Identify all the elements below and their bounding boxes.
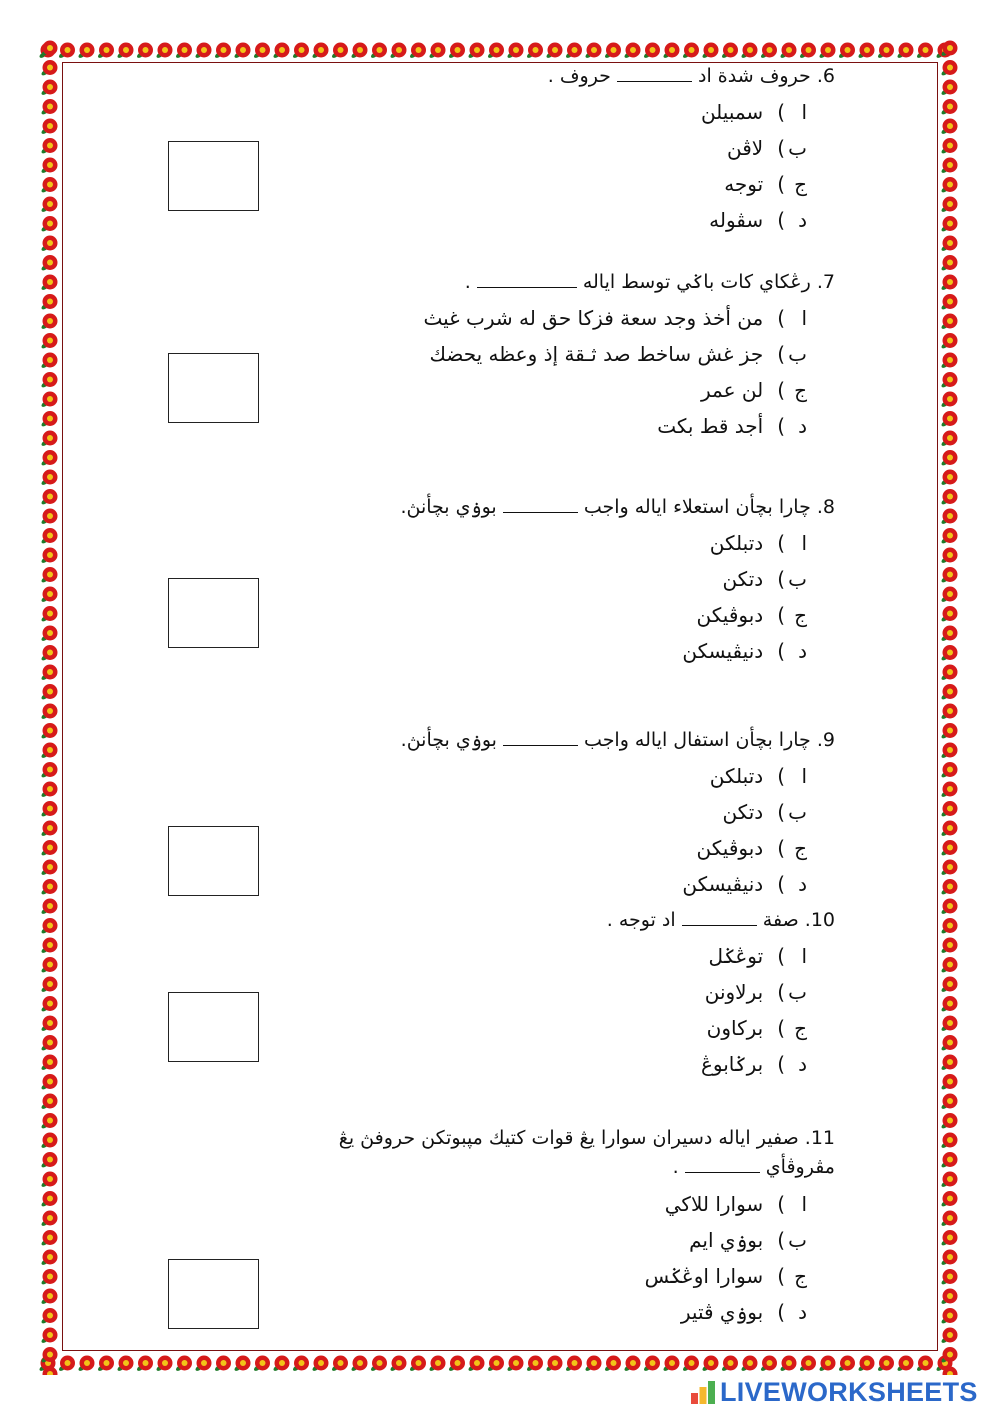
flower-ornament bbox=[97, 43, 114, 60]
flower-ornament bbox=[940, 1133, 957, 1150]
flower-ornament bbox=[940, 41, 957, 58]
flower-ornament bbox=[940, 1055, 957, 1072]
flower-ornament bbox=[40, 119, 57, 136]
flower-ornament bbox=[155, 43, 172, 60]
option-b: ب)برلاونن bbox=[704, 980, 807, 1004]
flower-ornament bbox=[40, 1016, 57, 1033]
flower-ornament bbox=[940, 918, 957, 935]
flower-ornament bbox=[40, 606, 57, 623]
option-c: ج)لن عمر bbox=[700, 378, 807, 402]
flower-ornament bbox=[940, 860, 957, 877]
flower-ornament bbox=[40, 411, 57, 428]
flower-ornament bbox=[940, 1016, 957, 1033]
flower-border-bottom bbox=[38, 1351, 962, 1375]
flower-ornament bbox=[409, 1356, 426, 1373]
flower-ornament bbox=[389, 1356, 406, 1373]
flower-ornament bbox=[721, 43, 738, 60]
question-stem: 9. چارا بچأن استفال اياله واجب بوۏي بچأنڽ. bbox=[400, 729, 835, 751]
flower-ornament bbox=[940, 158, 957, 175]
flower-ornament bbox=[253, 1356, 270, 1373]
flower-ornament bbox=[331, 43, 348, 60]
option-list bbox=[424, 300, 836, 444]
flower-ornament bbox=[40, 275, 57, 292]
flower-ornament bbox=[545, 43, 562, 60]
flower-ornament bbox=[428, 1356, 445, 1373]
flower-ornament bbox=[940, 411, 957, 428]
flower-ornament bbox=[40, 1250, 57, 1267]
question-stem-line2: مڤروڤأي . bbox=[672, 1156, 835, 1178]
flower-ornament bbox=[233, 1356, 250, 1373]
flower-ornament bbox=[506, 1356, 523, 1373]
flower-ornament bbox=[940, 119, 957, 136]
flower-ornament bbox=[682, 43, 699, 60]
flower-ornament bbox=[40, 60, 57, 77]
flower-ornament bbox=[940, 723, 957, 740]
flower-ornament bbox=[643, 43, 660, 60]
flower-ornament bbox=[940, 60, 957, 77]
flower-ornament bbox=[940, 782, 957, 799]
flower-ornament bbox=[40, 450, 57, 467]
answer-blank bbox=[477, 271, 577, 288]
flower-ornament bbox=[940, 275, 957, 292]
flower-ornament bbox=[838, 43, 855, 60]
flower-ornament bbox=[940, 236, 957, 253]
flower-ornament bbox=[40, 821, 57, 838]
flower-ornament bbox=[40, 1094, 57, 1111]
flower-ornament bbox=[40, 587, 57, 604]
flower-ornament bbox=[940, 1191, 957, 1208]
flower-ornament bbox=[940, 684, 957, 701]
flower-ornament bbox=[740, 43, 757, 60]
option-list bbox=[401, 758, 835, 902]
option-b: ب)بوۏي ايم bbox=[689, 1228, 807, 1252]
flower-ornament bbox=[428, 43, 445, 60]
flower-ornament bbox=[940, 1211, 957, 1228]
flower-ornament bbox=[565, 1356, 582, 1373]
flower-ornament bbox=[940, 470, 957, 487]
flower-ornament bbox=[40, 392, 57, 409]
option-c: ج)دبوڤيكن bbox=[696, 836, 807, 860]
flower-ornament bbox=[40, 470, 57, 487]
flower-ornament bbox=[40, 333, 57, 350]
flower-ornament bbox=[40, 684, 57, 701]
flower-ornament bbox=[779, 1356, 796, 1373]
flower-ornament bbox=[40, 353, 57, 370]
flower-ornament bbox=[940, 548, 957, 565]
flower-ornament bbox=[940, 80, 957, 97]
flower-ornament bbox=[40, 294, 57, 311]
flower-ornament bbox=[940, 645, 957, 662]
flower-ornament bbox=[116, 43, 133, 60]
option-d: د)دنيڤيسكن bbox=[682, 639, 807, 663]
answer-blank bbox=[682, 909, 757, 926]
flower-ornament bbox=[662, 43, 679, 60]
flower-ornament bbox=[760, 43, 777, 60]
option-a: ا)دتبلكن bbox=[709, 531, 807, 555]
question-10 bbox=[607, 906, 835, 1082]
flower-ornament bbox=[682, 1356, 699, 1373]
flower-ornament bbox=[916, 1356, 933, 1373]
flower-ornament bbox=[877, 43, 894, 60]
flower-ornament bbox=[40, 567, 57, 584]
flower-ornament bbox=[40, 1308, 57, 1325]
flower-ornament bbox=[643, 1356, 660, 1373]
flower-ornament bbox=[940, 372, 957, 389]
watermark-text: LIVEWORKSHEETS bbox=[720, 1376, 978, 1407]
flower-ornament bbox=[40, 840, 57, 857]
question-6 bbox=[548, 62, 835, 238]
flower-ornament bbox=[838, 1356, 855, 1373]
flower-ornament bbox=[350, 1356, 367, 1373]
flower-ornament bbox=[526, 43, 543, 60]
answer-blank bbox=[503, 729, 578, 746]
flower-ornament bbox=[940, 704, 957, 721]
flower-ornament bbox=[940, 392, 957, 409]
flower-ornament bbox=[233, 43, 250, 60]
flower-ornament bbox=[116, 1356, 133, 1373]
flower-ornament bbox=[40, 1211, 57, 1228]
flower-ornament bbox=[409, 43, 426, 60]
flower-ornament bbox=[40, 996, 57, 1013]
question-9 bbox=[401, 726, 835, 902]
flower-ornament bbox=[40, 216, 57, 233]
flower-ornament bbox=[40, 879, 57, 896]
option-a: ا)دتبلكن bbox=[709, 764, 807, 788]
flower-ornament bbox=[896, 43, 913, 60]
flower-ornament bbox=[940, 567, 957, 584]
flower-ornament bbox=[40, 1113, 57, 1130]
flower-ornament bbox=[940, 977, 957, 994]
flower-border-left bbox=[38, 38, 62, 1375]
flower-ornament bbox=[40, 158, 57, 175]
flower-ornament bbox=[662, 1356, 679, 1373]
flower-ornament bbox=[311, 43, 328, 60]
flower-ornament bbox=[940, 587, 957, 604]
question-stem: 6. حروف شدة اد حروف . bbox=[547, 65, 835, 87]
flower-ornament bbox=[940, 99, 957, 116]
flower-ornament bbox=[40, 1191, 57, 1208]
option-list bbox=[339, 1186, 835, 1330]
flower-ornament bbox=[40, 1289, 57, 1306]
flower-ornament bbox=[40, 1133, 57, 1150]
flower-ornament bbox=[940, 1269, 957, 1286]
flower-ornament bbox=[40, 1074, 57, 1091]
flower-ornament bbox=[194, 43, 211, 60]
flower-ornament bbox=[799, 1356, 816, 1373]
option-a: ا)توڠݢل bbox=[708, 944, 807, 968]
flower-ornament bbox=[40, 723, 57, 740]
flower-ornament bbox=[940, 1289, 957, 1306]
option-a: ا)سوارا للاكي bbox=[664, 1192, 807, 1216]
flower-ornament bbox=[940, 762, 957, 779]
flower-ornament bbox=[292, 1356, 309, 1373]
flower-ornament bbox=[40, 177, 57, 194]
flower-ornament bbox=[311, 1356, 328, 1373]
flower-ornament bbox=[818, 1356, 835, 1373]
flower-ornament bbox=[940, 489, 957, 506]
flower-ornament bbox=[40, 1230, 57, 1247]
option-c: ج)بركاون bbox=[706, 1016, 807, 1040]
flower-ornament bbox=[940, 879, 957, 896]
question-stem: 10. صفة اد توجه . bbox=[606, 909, 835, 931]
flower-ornament bbox=[818, 43, 835, 60]
flower-ornament bbox=[40, 41, 57, 58]
flower-ornament bbox=[940, 314, 957, 331]
flower-ornament bbox=[857, 43, 874, 60]
flower-ornament bbox=[40, 1269, 57, 1286]
flower-ornament bbox=[940, 528, 957, 545]
answer-box-q11[interactable] bbox=[168, 1259, 259, 1329]
flower-ornament bbox=[40, 1035, 57, 1052]
flower-ornament bbox=[331, 1356, 348, 1373]
flower-ornament bbox=[40, 509, 57, 526]
flower-ornament bbox=[940, 1152, 957, 1169]
flower-ornament bbox=[175, 1356, 192, 1373]
flower-ornament bbox=[799, 43, 816, 60]
option-c: ج)توجه bbox=[724, 172, 807, 196]
option-d: د)أجد قط بكت bbox=[657, 414, 807, 438]
flower-ornament bbox=[40, 762, 57, 779]
flower-ornament bbox=[940, 626, 957, 643]
flower-ornament bbox=[940, 996, 957, 1013]
flower-ornament bbox=[272, 43, 289, 60]
flower-ornament bbox=[857, 1356, 874, 1373]
flower-ornament bbox=[77, 43, 94, 60]
flower-border-top bbox=[38, 38, 962, 62]
option-d: د)برݢابوڠ bbox=[700, 1052, 807, 1076]
flower-ornament bbox=[40, 1347, 57, 1364]
flower-ornament bbox=[40, 255, 57, 272]
flower-ornament bbox=[940, 899, 957, 916]
flower-ornament bbox=[940, 1328, 957, 1345]
flower-ornament bbox=[740, 1356, 757, 1373]
flower-ornament bbox=[940, 138, 957, 155]
answer-box-q6[interactable] bbox=[168, 141, 259, 211]
flower-ornament bbox=[604, 43, 621, 60]
flower-ornament bbox=[155, 1356, 172, 1373]
flower-ornament bbox=[940, 1308, 957, 1325]
flower-ornament bbox=[40, 372, 57, 389]
option-list bbox=[607, 938, 835, 1082]
flower-ornament bbox=[136, 43, 153, 60]
flower-ornament bbox=[40, 197, 57, 214]
flower-ornament bbox=[272, 1356, 289, 1373]
flower-ornament bbox=[467, 43, 484, 60]
flower-ornament bbox=[584, 1356, 601, 1373]
flower-ornament bbox=[40, 957, 57, 974]
option-b: ب)جز غش ساخط صد ثـقة إذ وعظه يحضك bbox=[429, 342, 807, 366]
flower-ornament bbox=[940, 1113, 957, 1130]
flower-ornament bbox=[701, 1356, 718, 1373]
flower-ornament bbox=[40, 801, 57, 818]
flower-ornament bbox=[40, 665, 57, 682]
question-8 bbox=[400, 493, 835, 669]
flower-ornament bbox=[40, 1055, 57, 1072]
flower-ornament bbox=[467, 1356, 484, 1373]
option-b: ب)لاڤن bbox=[726, 136, 807, 160]
option-list bbox=[548, 94, 835, 238]
flower-ornament bbox=[526, 1356, 543, 1373]
flower-ornament bbox=[40, 1328, 57, 1345]
flower-ornament bbox=[253, 43, 270, 60]
option-d: د)بوۏي ڤتير bbox=[680, 1300, 807, 1324]
flower-ornament bbox=[779, 43, 796, 60]
flower-ornament bbox=[940, 294, 957, 311]
flower-ornament bbox=[448, 43, 465, 60]
flower-ornament bbox=[940, 197, 957, 214]
option-d: د)دنيڤيسكن bbox=[682, 872, 807, 896]
flower-ornament bbox=[40, 99, 57, 116]
liveworksheets-watermark bbox=[690, 1376, 978, 1408]
flower-ornament bbox=[940, 801, 957, 818]
flower-ornament bbox=[940, 1230, 957, 1247]
flower-ornament bbox=[40, 236, 57, 253]
flower-ornament bbox=[487, 43, 504, 60]
flower-ornament bbox=[940, 840, 957, 857]
flower-ornament bbox=[40, 938, 57, 955]
flower-ornament bbox=[940, 665, 957, 682]
flower-ornament bbox=[940, 216, 957, 233]
flower-ornament bbox=[940, 509, 957, 526]
flower-ornament bbox=[175, 43, 192, 60]
option-b: ب)دتكن bbox=[722, 567, 807, 591]
option-a: ا)من أخذ وجد سعة فزكا حق له شرب غيث bbox=[423, 306, 807, 330]
option-c: ج)دبوڤيكن bbox=[696, 603, 807, 627]
answer-box-q9[interactable] bbox=[168, 826, 259, 896]
flower-ornament bbox=[940, 450, 957, 467]
flower-ornament bbox=[623, 1356, 640, 1373]
flower-ornament bbox=[40, 489, 57, 506]
flower-ornament bbox=[940, 1094, 957, 1111]
flower-ornament bbox=[97, 1356, 114, 1373]
flower-ornament bbox=[40, 704, 57, 721]
flower-ornament bbox=[940, 938, 957, 955]
option-b: ب)دتكن bbox=[722, 800, 807, 824]
answer-box-q10[interactable] bbox=[168, 992, 259, 1062]
flower-ornament bbox=[194, 1356, 211, 1373]
flower-ornament bbox=[940, 821, 957, 838]
flower-ornament bbox=[40, 528, 57, 545]
flower-ornament bbox=[448, 1356, 465, 1373]
flower-ornament bbox=[40, 1367, 57, 1376]
flower-ornament bbox=[701, 43, 718, 60]
question-7 bbox=[424, 268, 836, 444]
flower-ornament bbox=[40, 1152, 57, 1169]
flower-ornament bbox=[292, 43, 309, 60]
question-stem: 8. چارا بچأن استعلاء اياله واجب بوۏي بچأنڽ. bbox=[400, 496, 835, 518]
flower-ornament bbox=[940, 957, 957, 974]
flower-ornament bbox=[565, 43, 582, 60]
flower-ornament bbox=[916, 43, 933, 60]
answer-blank bbox=[503, 496, 578, 513]
flower-ornament bbox=[940, 1367, 957, 1376]
flower-ornament bbox=[40, 977, 57, 994]
flower-border-right bbox=[938, 38, 962, 1375]
flower-ornament bbox=[940, 1250, 957, 1267]
flower-ornament bbox=[760, 1356, 777, 1373]
option-a: ا)سمبيلن bbox=[700, 100, 807, 124]
answer-blank bbox=[685, 1156, 760, 1173]
flower-ornament bbox=[721, 1356, 738, 1373]
flower-ornament bbox=[604, 1356, 621, 1373]
flower-ornament bbox=[940, 353, 957, 370]
flower-ornament bbox=[40, 1172, 57, 1189]
flower-ornament bbox=[940, 1074, 957, 1091]
flower-ornament bbox=[940, 1347, 957, 1364]
flower-ornament bbox=[40, 431, 57, 448]
flower-ornament bbox=[40, 548, 57, 565]
option-c: ج)سوارا اوڠݢس bbox=[644, 1264, 807, 1288]
flower-ornament bbox=[370, 43, 387, 60]
flower-ornament bbox=[40, 626, 57, 643]
flower-ornament bbox=[77, 1356, 94, 1373]
question-stem: 7. رڠكاي كات باݢي توسط اياله . bbox=[464, 271, 835, 293]
flower-ornament bbox=[136, 1356, 153, 1373]
answer-box-q8[interactable] bbox=[168, 578, 259, 648]
question-11 bbox=[339, 1124, 835, 1330]
flower-ornament bbox=[214, 43, 231, 60]
flower-ornament bbox=[545, 1356, 562, 1373]
flower-ornament bbox=[940, 743, 957, 760]
flower-ornament bbox=[40, 860, 57, 877]
flower-ornament bbox=[40, 743, 57, 760]
flower-ornament bbox=[214, 1356, 231, 1373]
flower-ornament bbox=[487, 1356, 504, 1373]
flower-ornament bbox=[506, 43, 523, 60]
flower-ornament bbox=[940, 255, 957, 272]
flower-ornament bbox=[940, 1035, 957, 1052]
flower-ornament bbox=[940, 177, 957, 194]
flower-ornament bbox=[40, 918, 57, 935]
answer-box-q7[interactable] bbox=[168, 353, 259, 423]
question-stem: 11. صفير اياله دسيران سوارا يڠ قوات كتيك مڽبوتكن حروفڽ يڠ bbox=[338, 1127, 835, 1149]
option-d: د)سڤوله bbox=[709, 208, 807, 232]
flower-ornament bbox=[623, 43, 640, 60]
liveworksheets-logo-icon bbox=[690, 1379, 716, 1405]
flower-ornament bbox=[40, 645, 57, 662]
answer-blank bbox=[617, 65, 692, 82]
flower-ornament bbox=[370, 1356, 387, 1373]
flower-ornament bbox=[896, 1356, 913, 1373]
flower-ornament bbox=[940, 606, 957, 623]
flower-ornament bbox=[40, 314, 57, 331]
flower-ornament bbox=[584, 43, 601, 60]
flower-ornament bbox=[350, 43, 367, 60]
flower-ornament bbox=[389, 43, 406, 60]
flower-ornament bbox=[40, 80, 57, 97]
flower-ornament bbox=[40, 138, 57, 155]
flower-ornament bbox=[940, 333, 957, 350]
option-list bbox=[400, 525, 835, 669]
flower-ornament bbox=[877, 1356, 894, 1373]
flower-ornament bbox=[40, 782, 57, 799]
flower-ornament bbox=[40, 899, 57, 916]
flower-ornament bbox=[940, 1172, 957, 1189]
flower-ornament bbox=[940, 431, 957, 448]
